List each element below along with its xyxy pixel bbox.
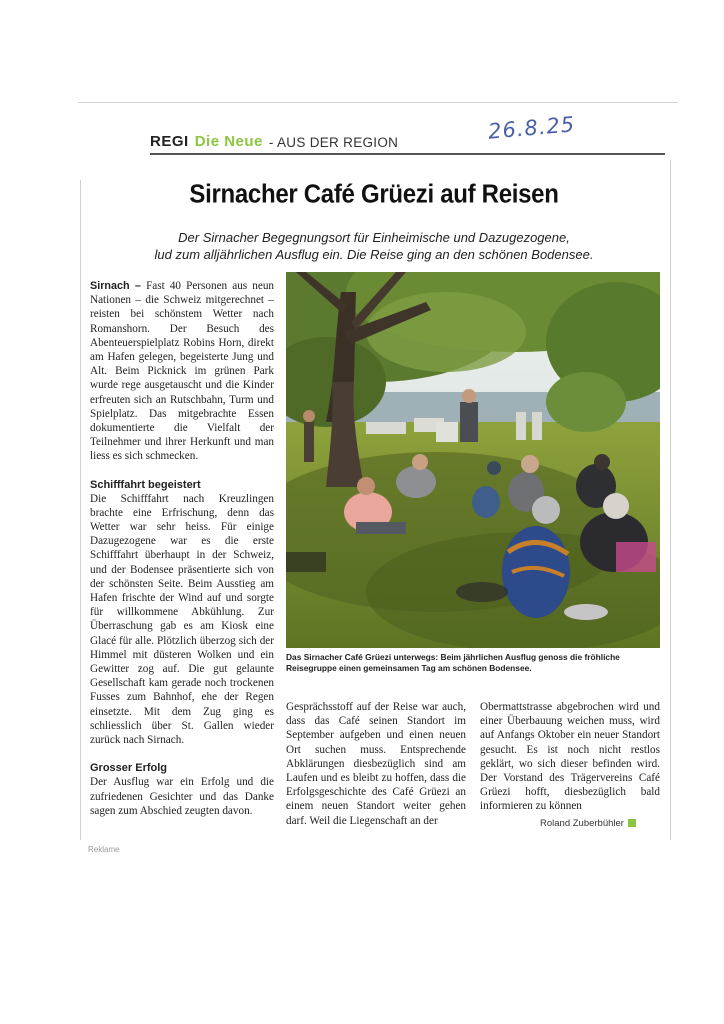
brand-die-neue: Die Neue bbox=[194, 133, 263, 150]
park-picnic-photo bbox=[286, 272, 660, 648]
dateline: Sirnach – bbox=[90, 280, 141, 292]
handwritten-date: 26.8.25 bbox=[487, 112, 577, 144]
paragraph-5: Obermattstrasse abgebrochen wird und einer Überbauung weichen muss, wird auf Anfangs Oktober ein neuer Standort gesucht. Es ist noch nicht restlos geklärt, wo sich dieser befinden wird. Der Vorstand des Trägervereins Café Grüezi hofft, diesbezüglich bald informieren zu können bbox=[480, 701, 660, 813]
section-label: - AUS DER REGION bbox=[268, 135, 399, 150]
article-lead bbox=[100, 229, 648, 263]
paragraph-4: Gesprächsstoff auf der Reise war auch, dass das Café seinen Standort im September aufgeben und einen neuen Ort suchen muss. Entsprechende Abklärungen diesbezüglich sind am Laufen und es bleibt zu hoffen, dass die Erfolgsgeschichte des Café Grüezi an einem neuen Standort weiter gehen darf. Weil die Liegenschaft an der bbox=[286, 701, 466, 827]
author-name: Roland Zuberbühler bbox=[540, 818, 624, 829]
author-line bbox=[540, 818, 636, 829]
lead-line-2: lud zum alljährlichen Ausflug ein. Die Reise ging an den schönen Bodensee. bbox=[154, 247, 594, 262]
header-rule bbox=[150, 153, 665, 155]
lead-line-1: Der Sirnacher Begegnungsort für Einheimische und Dazugezogene, bbox=[178, 230, 570, 245]
top-rule bbox=[78, 102, 678, 103]
clipping-edge-left bbox=[80, 180, 81, 840]
paragraph-3: Der Ausflug war ein Erfolg und die zufriedenen Gesichter und das Danke sagen zum Abschied zeugten davon. bbox=[90, 776, 274, 817]
subheading-erfolg: Grosser Erfolg bbox=[90, 762, 168, 775]
text-column-1 bbox=[90, 279, 274, 818]
paragraph-2: Die Schifffahrt nach Kreuzlingen brachte eine Erfrischung, denn das Wetter war sehr heiss. Für einige Dazugezogene war es die erste Schifffahrt überhaupt in der Schweiz, und der Bodensee präsentierte sich von der schönsten Seite. Beim Ausstieg am Hafen frischte der Wind auf und sorgte für willkommene Abkühlung. Zur Überraschung gab es am Kiosk eine Glacé für alle. Plötzlich überzog sich der Himmel mit düsteren Wolken und ein Gewitter zog auf. Die gut gelaunte Gesellschaft kam gerade noch trockenen Fusses zum Bahnhof, ehe der Regen einsetzte. Mit dem Zug ging es schliesslich über St. Gallen wieder zurück nach Sirnach. bbox=[90, 492, 274, 747]
brand-regi: REGI bbox=[150, 133, 189, 150]
end-square-icon bbox=[628, 819, 636, 827]
paragraph-intro bbox=[90, 279, 274, 464]
article-headline: Sirnacher Café Grüezi auf Reisen bbox=[189, 179, 559, 210]
clipping-edge-right bbox=[670, 160, 671, 840]
footer-fragment: Reklame bbox=[88, 845, 120, 854]
paragraph-1: Fast 40 Personen aus neun Nationen – die Schweiz mitgerechnet – reisten bei schönstem Wetter nach Romanshorn. Der Besuch des Abenteuerspielplatz Robins Horn, direkt am Hafen gelegen, begeisterte Jung und Alt. Beim Picknick im grünen Park wurde rege ausgetauscht und die Kinder erfreuten sich an Rutschbahn, Turm und Spielplatz. Das mitgebrachte Essen dokumentierte die Vielfalt der Teilnehmer und ihrer Herkunft und man liess es sich schmecken. bbox=[90, 280, 275, 463]
subheading-schifffahrt: Schifffahrt begeistert bbox=[90, 478, 201, 491]
text-column-2 bbox=[286, 700, 466, 828]
text-column-3 bbox=[480, 700, 660, 814]
article-photo bbox=[286, 272, 660, 648]
photo-caption: Das Sirnacher Café Grüezi unterwegs: Beim jährlichen Ausflug genoss die fröhliche Reisegruppe einen gemeinsamen Tag am schönen Bodensee. bbox=[286, 652, 620, 673]
